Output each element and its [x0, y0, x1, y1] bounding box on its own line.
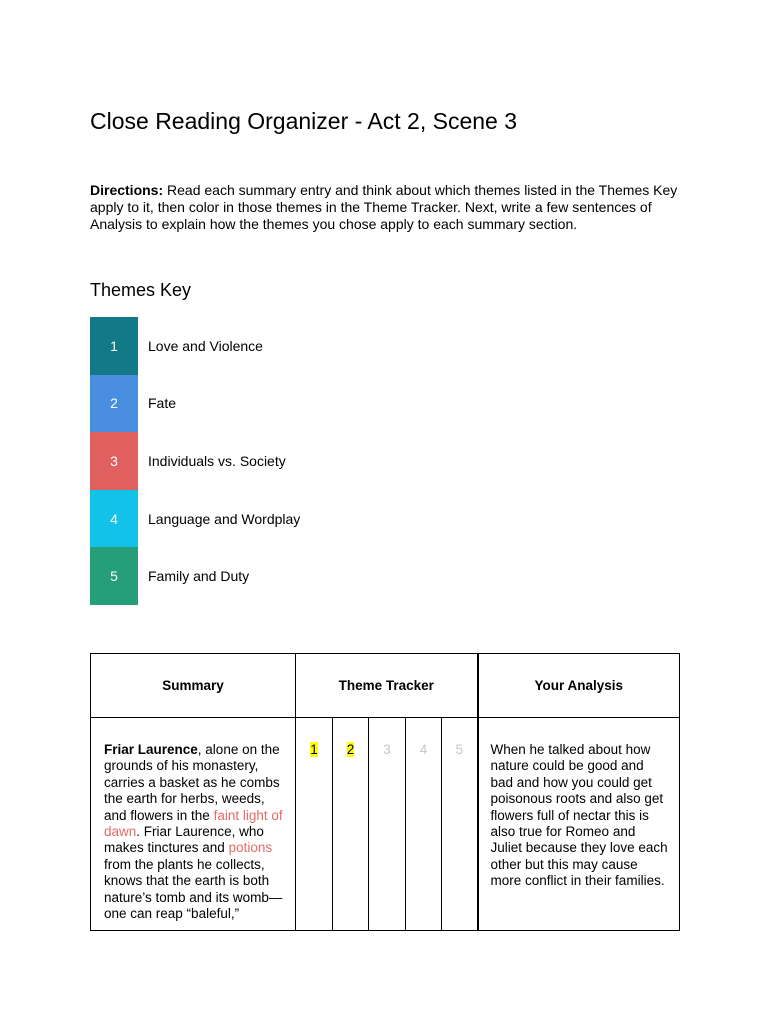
analysis-cell[interactable]: When he talked about how nature could be good and bad and how you could get poisonous roots and also get flowers full of nectar this is also true for Romeo and Juliet because they love each other but this may cause more conflict in their families.: [478, 718, 680, 931]
theme-row-individuals-society: [90, 432, 300, 490]
themes-key: [90, 317, 300, 605]
page-title: Close Reading Organizer - Act 2, Scene 3: [90, 108, 518, 134]
summary-header: Summary: [91, 654, 296, 718]
theme-label: Fate: [148, 395, 177, 412]
theme-number: 1: [110, 337, 118, 354]
theme-label: Family and Duty: [148, 568, 250, 585]
themes-key-heading: Themes Key: [90, 280, 192, 300]
organizer-table: [90, 653, 680, 931]
theme-label: Love and Violence: [148, 337, 263, 354]
theme-number: 4: [110, 510, 118, 527]
tracker-cell-1[interactable]: [296, 718, 333, 931]
directions-label: Directions:: [90, 182, 164, 198]
theme-swatch-2: [90, 375, 138, 433]
summary-text: . Friar Laurence, who makes tinctures and: [104, 824, 264, 856]
tracker-number: 4: [419, 742, 428, 757]
theme-row-love-violence: [90, 317, 300, 375]
tracker-number: 3: [383, 742, 391, 757]
theme-label: Individuals vs. Society: [148, 452, 286, 469]
theme-row-fate: [90, 375, 300, 433]
theme-swatch-5: [90, 547, 138, 605]
directions-text: Read each summary entry and think about which themes listed in the Themes Key apply to it, then color in those themes in the Theme Tracker. Next, write a few sentences of Analysis to explain how the themes you chose apply to each summary section.: [90, 182, 678, 232]
summary-quote-highlight: faint light of dawn: [104, 807, 283, 840]
table-header-row: [91, 654, 680, 718]
theme-swatch-3: [90, 432, 138, 490]
theme-tracker-header: Theme Tracker: [296, 654, 478, 718]
tracker-number: 5: [455, 742, 464, 757]
tracker-cell-2[interactable]: [333, 718, 369, 931]
summary-text: , alone on the grounds of his monastery, carries a basket as he combs the earth for herbs, weeds, and flowers in the: [104, 742, 280, 823]
summary-cell: [91, 718, 296, 931]
tracker-cell-5[interactable]: [442, 718, 478, 931]
tracker-cell-4[interactable]: [406, 718, 442, 931]
theme-number: 5: [110, 568, 118, 585]
summary-character: Friar Laurence: [104, 742, 198, 757]
theme-row-language-wordplay: [90, 490, 300, 548]
tracker-number: 2: [346, 742, 355, 757]
theme-swatch-1: [90, 317, 138, 375]
table-row: [91, 718, 680, 931]
theme-swatch-4: [90, 490, 138, 548]
tracker-cell-3[interactable]: [369, 718, 406, 931]
summary-text: from the plants he collects, knows that the earth is both nature’s tomb and its womb—one can reap “baleful,”: [104, 856, 283, 922]
analysis-header: Your Analysis: [478, 654, 680, 718]
tracker-number: 1: [310, 742, 318, 757]
theme-number: 2: [110, 395, 118, 412]
theme-row-family-duty: [90, 547, 300, 605]
summary-quote-highlight: potions: [228, 840, 273, 856]
theme-label: Language and Wordplay: [148, 510, 301, 527]
directions-paragraph: [90, 182, 690, 233]
theme-number: 3: [110, 452, 118, 469]
